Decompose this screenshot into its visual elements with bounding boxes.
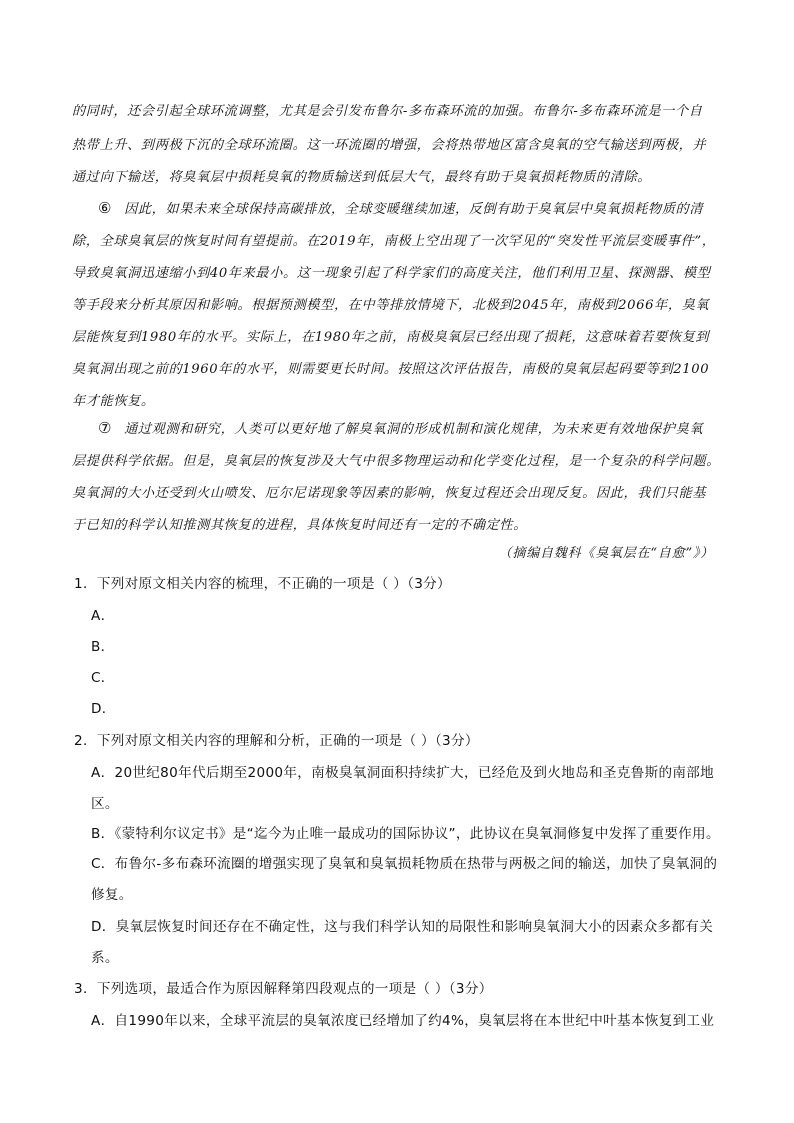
passage-p6-line-1-text: 因此，如果未来全球保持高碳排放，全球变暖继续加速，反倒有助于臭氧层中臭氧损耗物质的清 <box>124 202 704 217</box>
passage-p6-line-2: 除，全球臭氧层的恢复时间有望提前。在2019年，南极上空出现了一次罕见的“突发性平流层变暖事件”， <box>72 234 716 249</box>
passage-p6-line-3: 导致臭氧洞迅速缩小到40年来最小。这一现象引起了科学家们的高度关注，他们利用卫星、探测器、模型 <box>72 266 711 281</box>
source-citation: （摘编自魏科《臭氧层在“自愈”》） <box>498 546 714 561</box>
question-1-option-b: B． <box>91 639 115 655</box>
passage-p5-line-3: 通过向下输送，将臭氧层中损耗臭氧的物质输送到低层大气，最终有助于臭氧损耗物质的清除。 <box>72 170 652 185</box>
question-1-stem: 1．下列对原文相关内容的梳理，不正确的一项是（ ）（3分） <box>74 576 451 592</box>
passage-p6-line-1 <box>98 198 703 217</box>
passage-p7-line-3: 臭氧洞的大小还受到火山喷发、厄尔尼诺现象等因素的影响，恢复过程还会出现反复。因此，我们只能基 <box>72 486 707 501</box>
question-3-stem: 3．下列选项，最适合作为原因解释第四段观点的一项是（ ）（3分） <box>74 981 493 997</box>
question-2-option-a-line-2: 区。 <box>91 796 119 812</box>
passage-p7-line-1-text: 通过观测和研究，人类可以更好地了解臭氧洞的形成机制和演化规律，为未来更有效地保护臭氧 <box>124 422 704 437</box>
paragraph-marker-6: ⑥ <box>98 199 113 217</box>
question-2-option-b: B．《蒙特利尔议定书》是“迄今为止唯一最成功的国际协议”，此协议在臭氧洞修复中发挥了重要作用。 <box>91 826 720 842</box>
question-2-option-a-line-1: A．20世纪80年代后期至2000年，南极臭氧洞面积持续扩大，已经危及到火地岛和圣克鲁斯的南部地 <box>91 765 715 781</box>
question-2-option-d-line-1: D．臭氧层恢复时间还存在不确定性，这与我们科学认知的局限性和影响臭氧洞大小的因素众多都有关 <box>91 919 714 935</box>
passage-p7-line-4: 于已知的科学认知推测其恢复的进程，具体恢复时间还有一定的不确定性。 <box>72 518 527 533</box>
question-2-option-d-line-2: 系。 <box>91 950 119 966</box>
paragraph-marker-7: ⑦ <box>98 419 113 437</box>
passage-p5-line-1: 的同时，还会引起全球环流调整，尤其是会引发布鲁尔-多布森环流的加强。布鲁尔-多布森环流是一个自 <box>72 104 703 119</box>
question-2-option-c-line-1: C．布鲁尔-多布森环流圈的增强实现了臭氧和臭氧损耗物质在热带与两极之间的输送，加快了臭氧洞的 <box>91 856 718 872</box>
passage-p6-line-7: 年才能恢复。 <box>72 394 155 409</box>
passage-p6-line-4: 等手段来分析其原因和影响。根据预测模型，在中等排放情境下，北极到2045年，南极到2066年，臭氧 <box>72 298 710 313</box>
question-1-option-c: C． <box>91 670 115 686</box>
question-1-option-a: A． <box>91 608 115 624</box>
passage-p6-line-6: 臭氧洞出现之前的1960年的水平，则需要更长时间。按照这次评估报告，南极的臭氧层起码要等到2100 <box>72 362 710 377</box>
question-2-option-c-line-2: 修复。 <box>91 887 133 903</box>
passage-p7-line-2: 层提供科学依据。但是，臭氧层的恢复涉及大气中很多物理运动和化学变化过程，是一个复杂的科学问题。 <box>72 454 721 469</box>
question-2-stem: 2．下列对原文相关内容的理解和分析，正确的一项是（ ）（3分） <box>74 733 479 749</box>
question-1-option-d: D． <box>91 701 116 717</box>
question-3-option-a-line-1: A．自1990年以来，全球平流层的臭氧浓度已经增加了约4%，臭氧层将在本世纪中叶基本恢复到工业 <box>91 1013 715 1029</box>
passage-p6-line-5: 层能恢复到1980年的水平。实际上，在1980年之前，南极臭氧层已经出现了损耗，这意味着若要恢复到 <box>72 330 710 345</box>
passage-p5-line-2: 热带上升、到两极下沉的全球环流圈。这一环流圈的增强，会将热带地区富含臭氧的空气输送到两极，并 <box>72 138 707 153</box>
passage-p7-line-1 <box>98 418 703 437</box>
